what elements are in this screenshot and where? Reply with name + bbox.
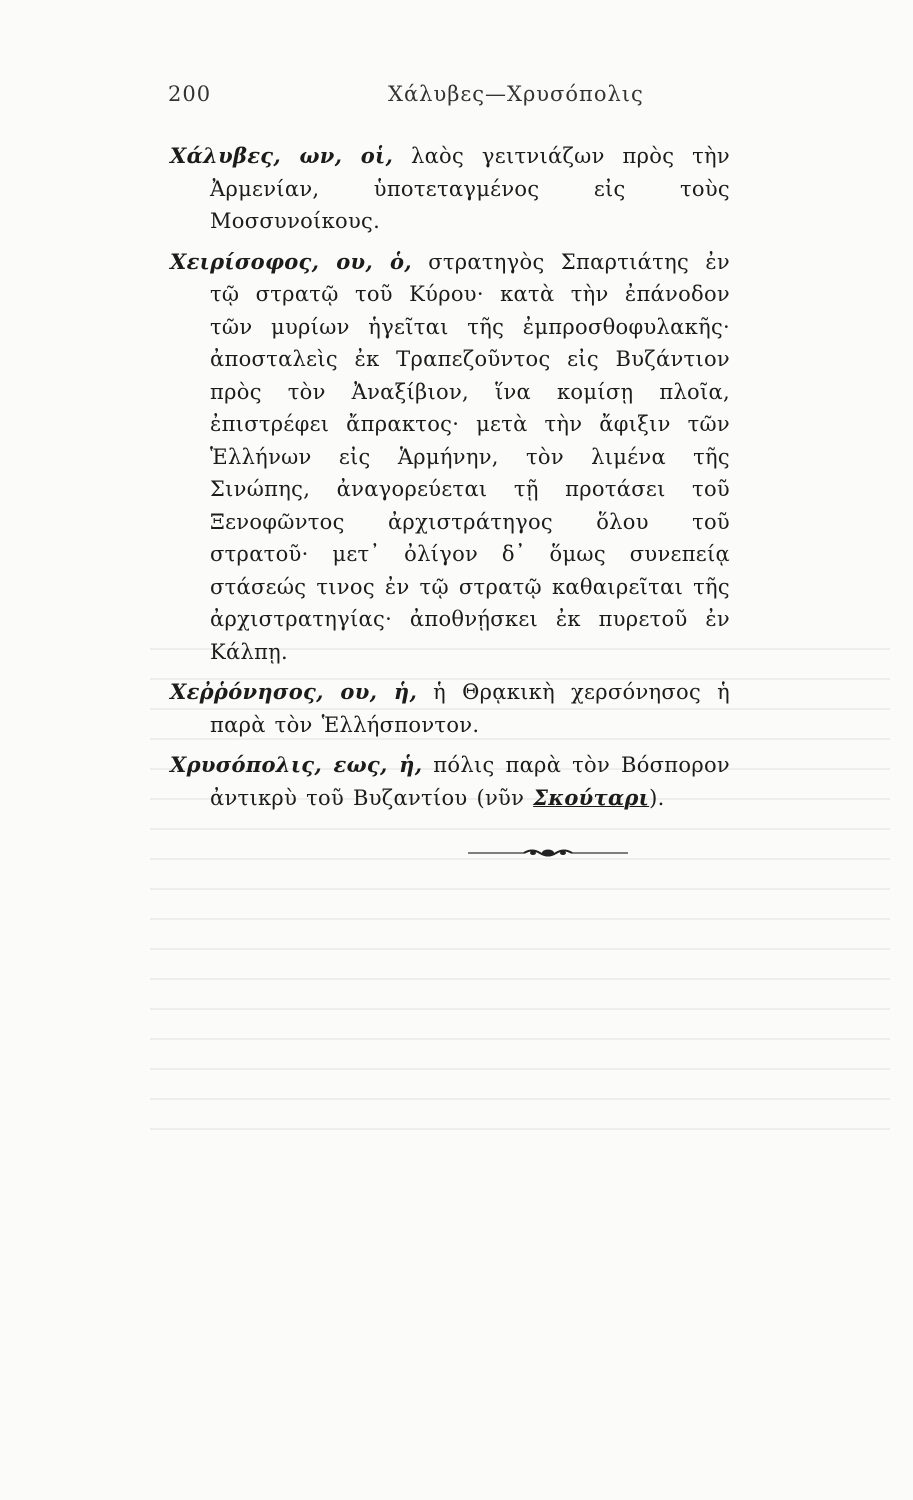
end-ornament: [468, 846, 628, 860]
entry-body: ἡ Θρᾳκικὴ χερσόνησος ἡ παρὰ τὸν Ἑλλήσποντον.: [210, 680, 730, 737]
entry-lemma: Χεῤῥόνησος, ου, ἡ,: [170, 679, 418, 704]
entry-modern-name: Σκούταρι: [533, 784, 650, 810]
glossary-entry: [170, 676, 730, 741]
glossary-entry: [170, 140, 730, 238]
entry-lemma: Χρυσόπολις, εως, ἡ,: [170, 752, 423, 777]
glossary-entry: [170, 749, 730, 814]
glossary-entry: [170, 246, 730, 669]
page-header: [168, 82, 728, 112]
glossary-entries: [170, 140, 730, 822]
entry-body: λαὸς γειτνιάζων πρὸς τὴν Ἀρμενίαν, ὑποτεταγμένος εἰς τοὺς Μοσσυνοίκους.: [210, 144, 730, 233]
entry-body-end: ).: [649, 785, 665, 810]
entry-lemma: Χάλυβες, ων, οἱ,: [170, 143, 394, 168]
page-number: 200: [168, 82, 212, 106]
entry-body: στρατηγὸς Σπαρτιάτης ἐν τῷ στρατῷ τοῦ Κύρου· κατὰ τὴν ἐπάνοδον τῶν μυρίων ἡγεῖται τῆς ἐμπροσθοφυλακῆς· ἀποσταλεὶς ἐκ Τραπεζοῦντος εἰς Βυζάντιον πρὸς τὸν Ἀναξίβιον, ἵνα κομίσῃ πλοῖα, ἐπιστρέφει ἄπρακτος· μετὰ τὴν ἄφιξιν τῶν Ἑλλήνων εἰς Ἁρμήνην, τὸν λιμένα τῆς Σινώπης, ἀναγορεύεται τῇ προτάσει τοῦ Ξενοφῶντος ἀρχιστράτηγος ὅλου τοῦ στρατοῦ· μετ᾽ ὀλίγον δ᾽ ὅμως συνεπείᾳ στάσεώς τινος ἐν τῷ στρατῷ καθαιρεῖται τῆς ἀρχιστρατηγίας· ἀποθνῄσκει ἐκ πυρετοῦ ἐν Κάλπῃ.: [210, 249, 730, 664]
entry-body: πόλις παρὰ τὸν Βόσπορον ἀντικρὺ τοῦ Βυζαντίου (νῦν: [210, 753, 730, 810]
running-head: Χάλυβες—Χρυσόπολις: [388, 82, 644, 106]
entry-lemma: Χειρίσοφος, ου, ὁ,: [170, 248, 412, 274]
